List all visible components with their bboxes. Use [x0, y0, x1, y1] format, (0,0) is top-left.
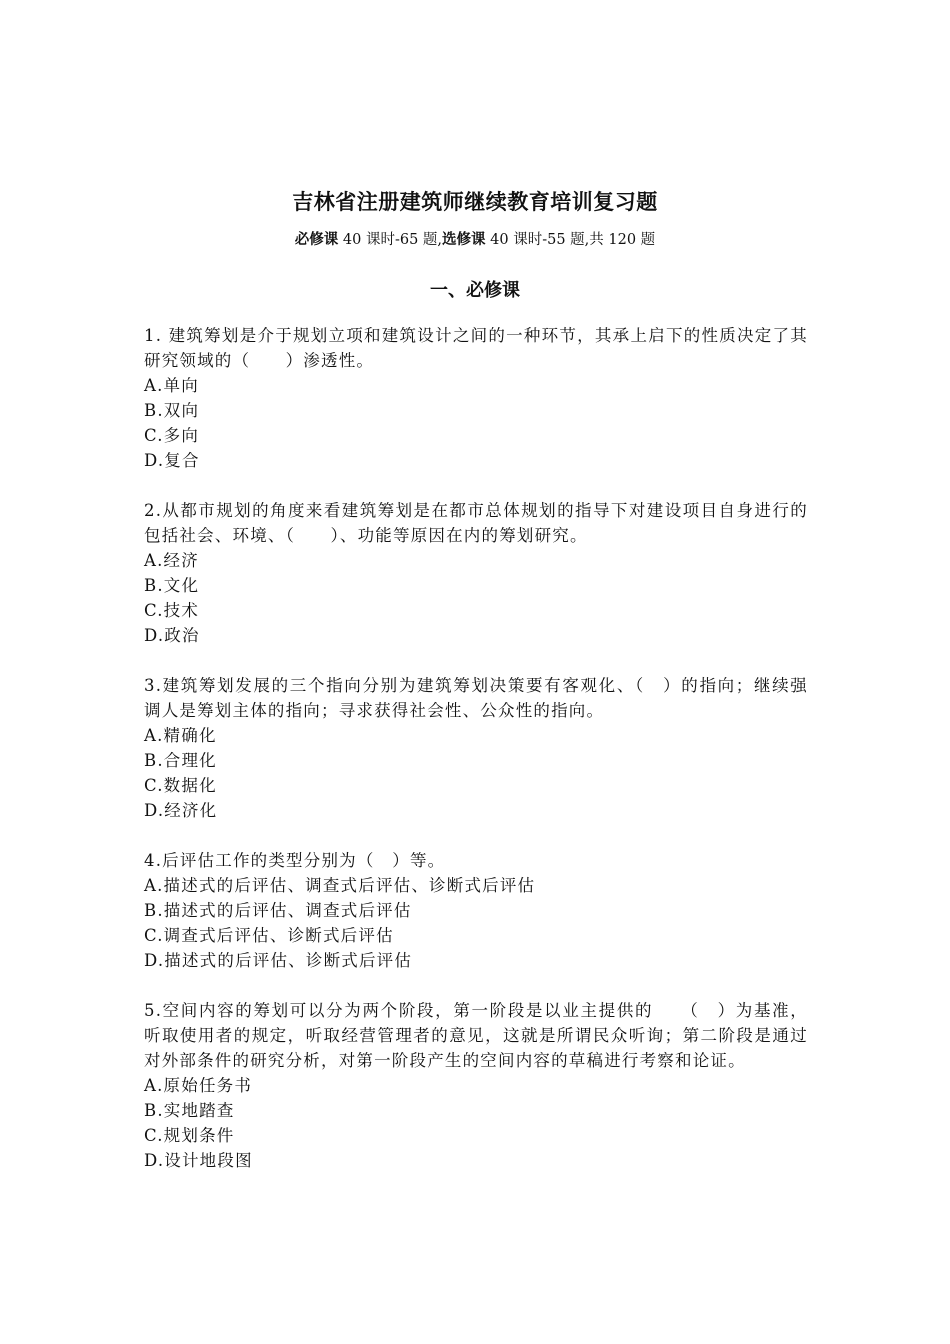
- option-c: C.调查式后评估、诊断式后评估: [144, 926, 394, 945]
- option-b: B.合理化: [144, 751, 217, 770]
- question-stem: 2.从都市规划的角度来看建筑筹划是在都市总体规划的指导下对建设项目自身进行的包括社会、环境、（ ）、功能等原因在内的筹划研究。: [144, 501, 808, 545]
- option-a: A.精确化: [144, 726, 217, 745]
- document-title: 吉林省注册建筑师继续教育培训复习题: [292, 190, 658, 214]
- option-a: A.经济: [144, 551, 199, 570]
- option-c: C.规划条件: [144, 1126, 235, 1145]
- option-c: C.数据化: [144, 776, 217, 795]
- option-d: D.经济化: [144, 801, 218, 820]
- question-stem: 3.建筑筹划发展的三个指向分别为建筑筹划决策要有客观化、（ ）的指向；继续强调人是筹划主体的指向；寻求获得社会性、公众性的指向。: [144, 676, 808, 720]
- required-course-label: 必修课: [294, 232, 339, 248]
- question-3: [144, 673, 808, 823]
- option-b: B.双向: [144, 401, 200, 420]
- option-a: A.单向: [144, 376, 199, 395]
- question-list: [144, 323, 808, 1198]
- elective-course-info: 40 课时-55 题,共 120 题: [485, 232, 656, 248]
- question-stem: 4.后评估工作的类型分别为（ ）等。: [144, 851, 446, 870]
- option-c: C.多向: [144, 426, 200, 445]
- option-d: D.设计地段图: [144, 1151, 253, 1170]
- question-4: [144, 848, 808, 973]
- required-course-info: 40 课时-65 题,: [338, 232, 443, 248]
- option-d: D.政治: [144, 626, 200, 645]
- option-b: B.实地踏查: [144, 1101, 235, 1120]
- question-1: [144, 323, 808, 473]
- section-heading: 一、必修课: [430, 280, 520, 301]
- elective-course-label: 选修课: [442, 232, 486, 248]
- option-a: A.原始任务书: [144, 1076, 253, 1095]
- option-b: B.描述式的后评估、调查式后评估: [144, 901, 412, 920]
- question-2: [144, 498, 808, 648]
- question-stem: 1. 建筑筹划是介于规划立项和建筑设计之间的一种环节，其承上启下的性质决定了其研究领域的（ ）渗透性。: [144, 326, 808, 370]
- option-a: A.描述式的后评估、调查式后评估、诊断式后评估: [144, 876, 536, 895]
- question-stem: 5.空间内容的筹划可以分为两个阶段，第一阶段是以业主提供的 （ ）为基准，听取使用者的规定，听取经营管理者的意见，这就是所谓民众听询；第二阶段是通过对外部条件的研究分析，对第一阶段产生的空间内容的草稿进行考察和论证。: [144, 1001, 808, 1070]
- option-d: D.描述式的后评估、诊断式后评估: [144, 951, 413, 970]
- document-subtitle: [0, 228, 950, 249]
- option-d: D.复合: [144, 451, 200, 470]
- option-b: B.文化: [144, 576, 200, 595]
- question-5: [144, 998, 808, 1173]
- option-c: C.技术: [144, 601, 200, 620]
